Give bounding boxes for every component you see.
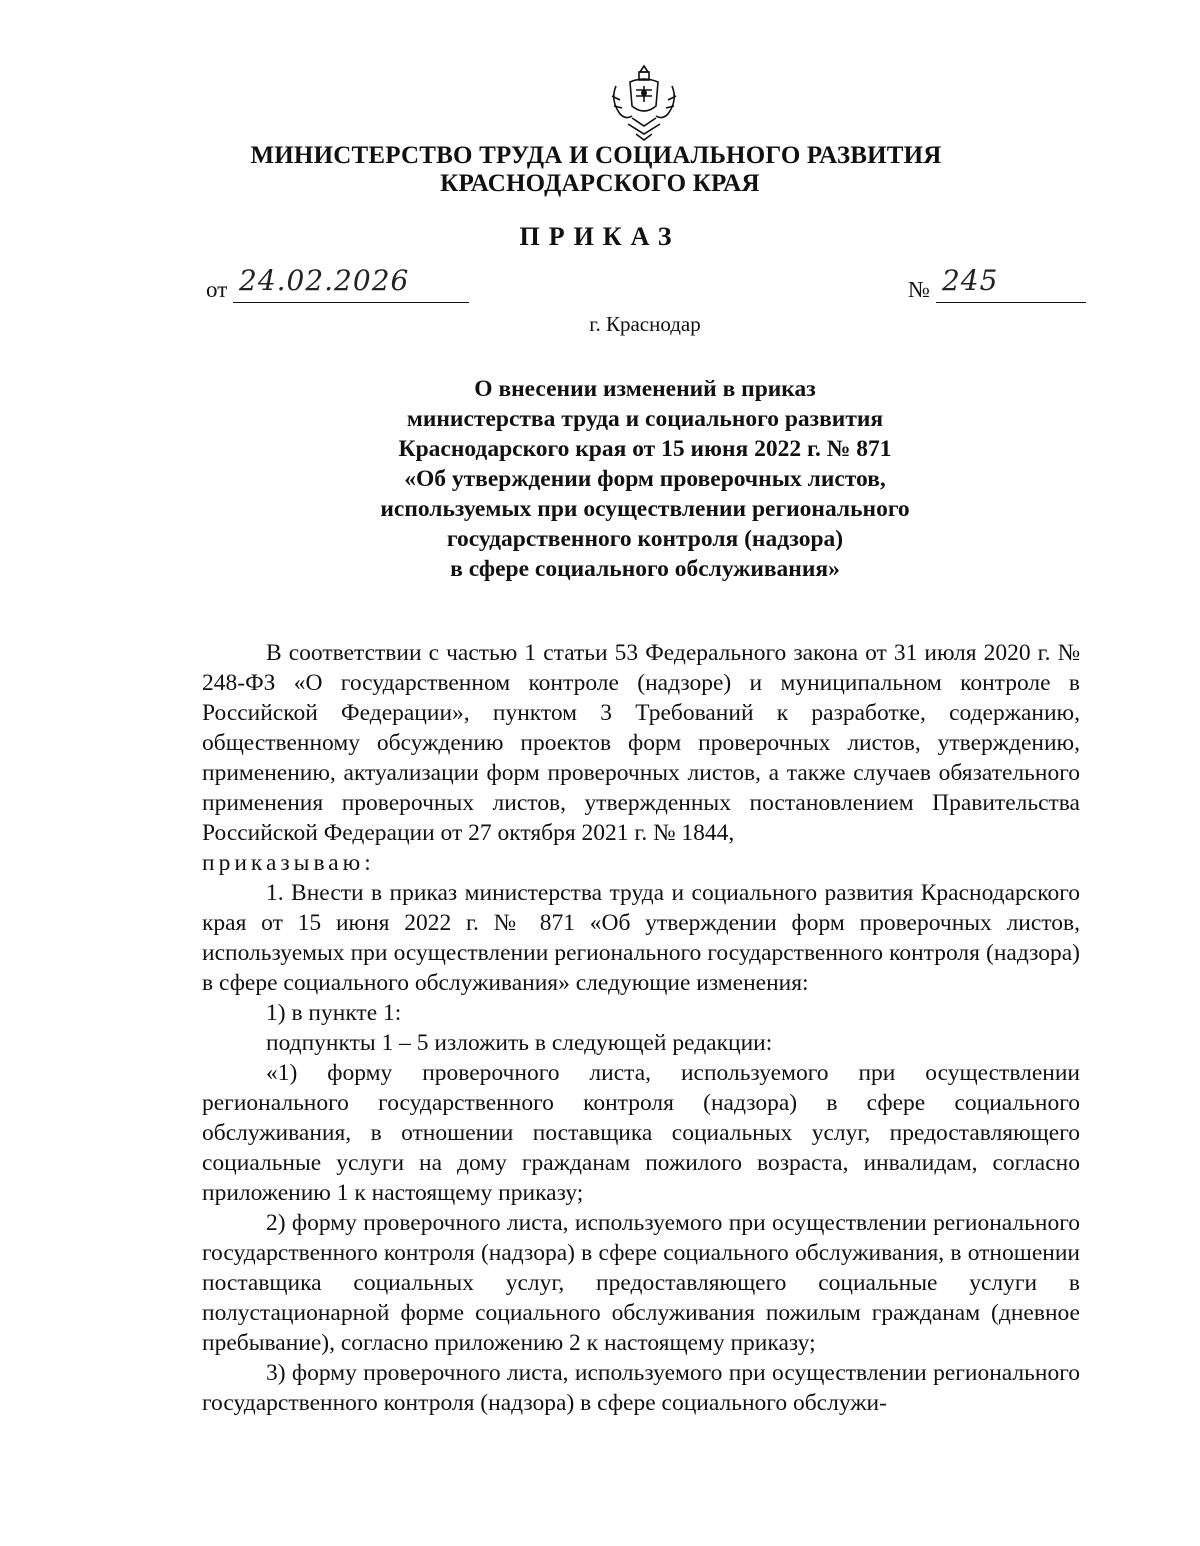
date-underline [233,264,469,303]
item-1-paragraph: 1. Внести в приказ министерства труда и социального развития Краснодарского края от 15 июня 2022 г. № 871 «Об утверждении форм проверочных листов, используемых при осуществлении регионального государственного контроля (надзора) в сфере социального обслуживания» следующие изменения: [202,880,1080,996]
order-number [908,264,1086,303]
number-underline [936,264,1086,303]
heading-line: государственного контроля (надзора) [446,526,844,552]
order-title: ПРИКАЗ [519,222,681,251]
handwritten-date: 24.02.2026 [239,264,410,297]
form-3-paragraph: 3) форму проверочного листа, используемого при осуществлении регионального государственного контроля (надзора) в сфере социального обслужи- [202,1360,1080,1416]
heading-line: используемых при осуществлении регионального [380,496,910,522]
date-prefix: от [206,277,228,302]
order-word: приказываю: [202,850,375,876]
document-heading [0,374,1200,584]
form-2-paragraph: 2) форму проверочного листа, используемого при осуществлении регионального государственного контроля (надзора) в сфере социального обслуживания, в отношении поставщика социальных услуг, предоставляющего социальные услуги в полустационарной форме социального обслуживания пожилым гражданам (дневное пребывание), согласно приложению 2 к настоящему приказу; [202,1210,1080,1356]
handwritten-number: 245 [941,264,999,297]
heading-line: Краснодарского края от 15 июня 2022 г. № 871 [398,436,892,462]
heading-line: «Об утверждении форм проверочных листов, [404,466,886,492]
city: г. Краснодар [589,312,701,336]
subitem-1-paragraph: 1) в пункте 1: [266,1000,402,1026]
heading-line: в сфере социального обслуживания» [450,556,840,582]
form-1-paragraph: «1) форму проверочного листа, используемого при осуществлении регионального государственного контроля (надзора) в сфере социального обслуживания, в отношении поставщика социальных услуг, предоставляющего социальные услуги на дому гражданам пожилого возраста, инвалидам, согласно приложению 1 к настоящему приказу; [202,1060,1080,1206]
heading-line: О внесении изменений в приказ [474,376,816,402]
number-prefix: № [908,277,930,302]
order-date [206,264,469,303]
heading-line: министерства труда и социального развития [406,406,884,432]
ministry-name-line2: КРАСНОДАРСКОГО КРАЯ [440,170,760,197]
subitem-intro-paragraph: подпункты 1 – 5 изложить в следующей редакции: [266,1030,773,1056]
document-body [202,638,1080,1418]
coat-of-arms-icon [606,62,682,144]
ministry-name-line1: МИНИСТЕРСТВО ТРУДА И СОЦИАЛЬНОГО РАЗВИТИЯ [250,142,942,169]
preamble-paragraph: В соответствии с частью 1 статьи 53 Федерального закона от 31 июля 2020 г. № 248-ФЗ «О государственном контроле (надзоре) и муниципальном контроле в Российской Федерации», пунктом 3 Требований к разработке, содержанию, общественному обсуждению проектов форм проверочных листов, утверждению, применению, актуализации форм проверочных листов, а также случаев обязательного применения проверочных листов, утвержденных постановлением Правительства Российской Федерации от 27 октября 2021 г. № 1844, [202,640,1080,846]
